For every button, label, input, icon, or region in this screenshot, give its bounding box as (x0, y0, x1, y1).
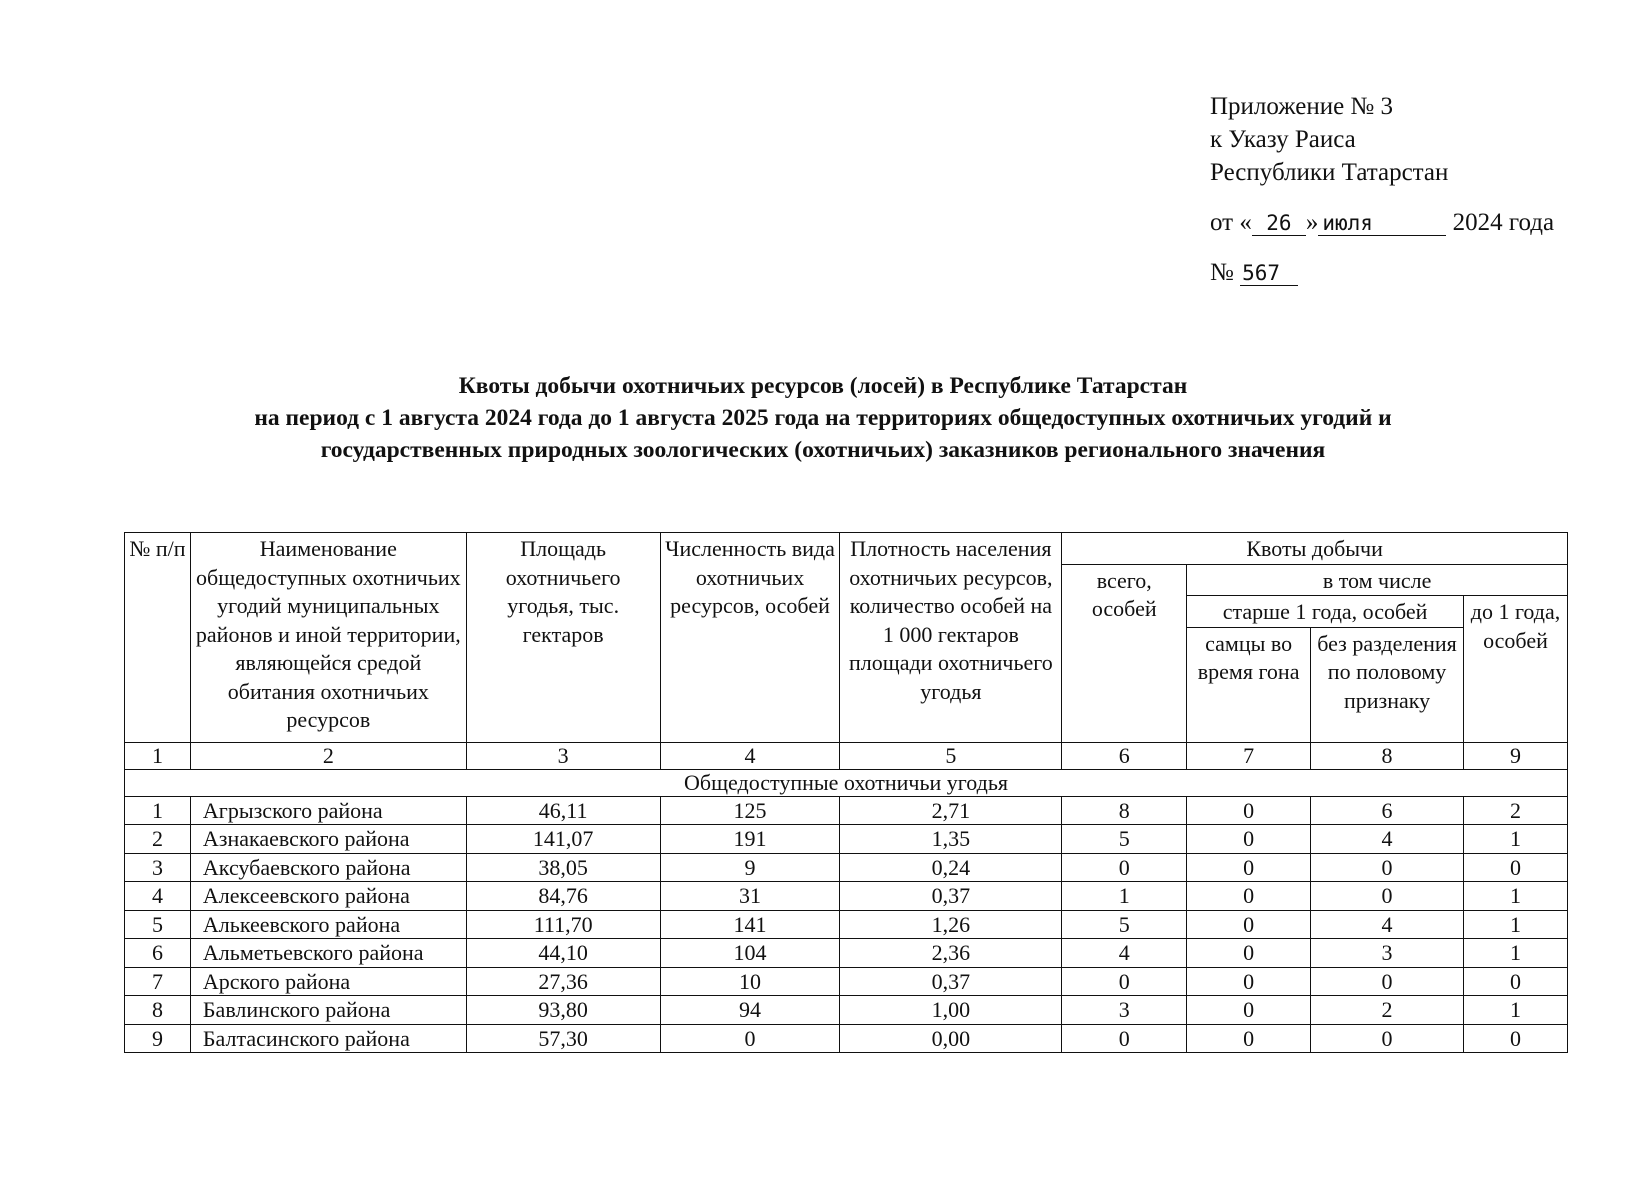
cell-name: Бавлинского района (190, 996, 466, 1025)
header-total: всего, особей (1062, 564, 1187, 742)
table-row (125, 825, 1568, 854)
header-area: Площадь охотничьего угодья, тыс. гектаров (466, 533, 660, 743)
header-older: старше 1 года, особей (1187, 596, 1464, 628)
cell-young: 2 (1464, 796, 1568, 825)
cell-males: 0 (1187, 853, 1311, 882)
cell-total: 3 (1062, 996, 1187, 1025)
title-line-2: на период с 1 августа 2024 года до 1 августа 2025 года на территориях общедоступных охотничьих угодий и (254, 405, 1392, 431)
column-number: 5 (840, 742, 1062, 769)
cell-area: 27,36 (466, 967, 660, 996)
cell-males: 0 (1187, 1024, 1311, 1053)
cell-num: 9 (125, 1024, 191, 1053)
appendix-line-1: Приложение № 3 (1210, 93, 1394, 120)
table-row (125, 967, 1568, 996)
header-young: до 1 года, особей (1464, 596, 1568, 743)
table-row (125, 796, 1568, 825)
cell-area: 84,76 (466, 882, 660, 911)
appendix-line-2: к Указу Раиса (1210, 126, 1356, 153)
column-number: 8 (1311, 742, 1464, 769)
header-count: Численность вида охотничьих ресурсов, особей (660, 533, 840, 743)
cell-num: 2 (125, 825, 191, 854)
cell-count: 141 (660, 910, 840, 939)
appendix-line-3: Республики Татарстан (1210, 159, 1449, 186)
cell-name: Альметьевского района (190, 939, 466, 968)
cell-no-sex: 0 (1311, 853, 1464, 882)
cell-density: 2,71 (840, 796, 1062, 825)
cell-num: 1 (125, 796, 191, 825)
cell-total: 5 (1062, 825, 1187, 854)
column-number: 6 (1062, 742, 1187, 769)
cell-no-sex: 6 (1311, 796, 1464, 825)
cell-name: Агрызского района (190, 796, 466, 825)
cell-area: 57,30 (466, 1024, 660, 1053)
header-including: в том числе (1187, 564, 1568, 596)
cell-no-sex: 0 (1311, 1024, 1464, 1053)
column-number: 4 (660, 742, 840, 769)
date-day: 26 (1252, 211, 1306, 236)
cell-no-sex: 0 (1311, 967, 1464, 996)
cell-area: 141,07 (466, 825, 660, 854)
cell-young: 0 (1464, 1024, 1568, 1053)
number-prefix: № (1210, 259, 1234, 286)
cell-area: 46,11 (466, 796, 660, 825)
cell-total: 4 (1062, 939, 1187, 968)
cell-num: 4 (125, 882, 191, 911)
cell-young: 1 (1464, 996, 1568, 1025)
header-name: Наименование общедоступных охотничьих угодий муниципальных районов и иной территории, являющейся средой обитания охотничьих ресурсов (190, 533, 466, 743)
cell-density: 0,24 (840, 853, 1062, 882)
cell-males: 0 (1187, 910, 1311, 939)
table-row (125, 910, 1568, 939)
table-row (125, 939, 1568, 968)
cell-no-sex: 4 (1311, 910, 1464, 939)
cell-area: 38,05 (466, 853, 660, 882)
document-number: 567 (1240, 261, 1298, 286)
cell-count: 104 (660, 939, 840, 968)
cell-num: 7 (125, 967, 191, 996)
cell-count: 31 (660, 882, 840, 911)
cell-young: 1 (1464, 882, 1568, 911)
cell-males: 0 (1187, 996, 1311, 1025)
cell-young: 1 (1464, 825, 1568, 854)
cell-density: 2,36 (840, 939, 1062, 968)
cell-count: 125 (660, 796, 840, 825)
cell-total: 1 (1062, 882, 1187, 911)
cell-no-sex: 0 (1311, 882, 1464, 911)
date-prefix: от « (1210, 209, 1252, 236)
cell-total: 0 (1062, 853, 1187, 882)
cell-density: 1,26 (840, 910, 1062, 939)
header-no-sex: без разделения по половому признаку (1311, 627, 1464, 742)
cell-density: 1,00 (840, 996, 1062, 1025)
cell-name: Арского района (190, 967, 466, 996)
cell-total: 0 (1062, 1024, 1187, 1053)
cell-density: 0,00 (840, 1024, 1062, 1053)
table-row (125, 1024, 1568, 1053)
cell-num: 5 (125, 910, 191, 939)
header-males: самцы во время гона (1187, 627, 1311, 742)
column-number: 2 (190, 742, 466, 769)
date-month: июля (1318, 211, 1446, 236)
cell-name: Аксубаевского района (190, 853, 466, 882)
cell-young: 0 (1464, 967, 1568, 996)
cell-num: 3 (125, 853, 191, 882)
header-num: № п/п (125, 533, 191, 743)
section-title: Общедоступные охотничьи угодья (125, 769, 1568, 796)
document-title (0, 370, 1646, 466)
date-year: 2024 года (1452, 209, 1555, 236)
column-number: 3 (466, 742, 660, 769)
cell-no-sex: 3 (1311, 939, 1464, 968)
cell-no-sex: 4 (1311, 825, 1464, 854)
cell-young: 1 (1464, 910, 1568, 939)
cell-males: 0 (1187, 825, 1311, 854)
header-quotas: Квоты добычи (1062, 533, 1568, 565)
column-number: 7 (1187, 742, 1311, 769)
column-number: 9 (1464, 742, 1568, 769)
cell-num: 8 (125, 996, 191, 1025)
quota-table (124, 532, 1568, 1053)
header-density: Плотность населения охотничьих ресурсов, количество особей на 1 000 гектаров площади охотничьего угодья (840, 533, 1062, 743)
cell-total: 8 (1062, 796, 1187, 825)
cell-density: 1,35 (840, 825, 1062, 854)
appendix-number (1210, 256, 1554, 289)
cell-young: 1 (1464, 939, 1568, 968)
cell-no-sex: 2 (1311, 996, 1464, 1025)
table-row (125, 996, 1568, 1025)
cell-area: 44,10 (466, 939, 660, 968)
header-row-1 (125, 533, 1568, 565)
cell-total: 5 (1062, 910, 1187, 939)
cell-males: 0 (1187, 796, 1311, 825)
section-row (125, 769, 1568, 796)
cell-name: Азнакаевского района (190, 825, 466, 854)
cell-name: Алексеевского района (190, 882, 466, 911)
title-line-3: государственных природных зоологических (охотничьих) заказников регионального значения (320, 437, 1326, 463)
cell-count: 9 (660, 853, 840, 882)
appendix-block (1210, 90, 1554, 289)
table-row (125, 882, 1568, 911)
cell-count: 94 (660, 996, 840, 1025)
cell-count: 191 (660, 825, 840, 854)
cell-num: 6 (125, 939, 191, 968)
cell-young: 0 (1464, 853, 1568, 882)
cell-area: 111,70 (466, 910, 660, 939)
cell-area: 93,80 (466, 996, 660, 1025)
cell-count: 0 (660, 1024, 840, 1053)
cell-males: 0 (1187, 967, 1311, 996)
table-row (125, 853, 1568, 882)
cell-name: Алькеевского района (190, 910, 466, 939)
date-mid: » (1305, 209, 1319, 236)
column-numbers-row (125, 742, 1568, 769)
cell-name: Балтасинского района (190, 1024, 466, 1053)
cell-density: 0,37 (840, 882, 1062, 911)
title-line-1: Квоты добычи охотничьих ресурсов (лосей) в Республике Татарстан (458, 373, 1188, 399)
column-number: 1 (125, 742, 191, 769)
cell-males: 0 (1187, 939, 1311, 968)
cell-total: 0 (1062, 967, 1187, 996)
cell-males: 0 (1187, 882, 1311, 911)
appendix-date (1210, 206, 1554, 239)
cell-density: 0,37 (840, 967, 1062, 996)
cell-count: 10 (660, 967, 840, 996)
